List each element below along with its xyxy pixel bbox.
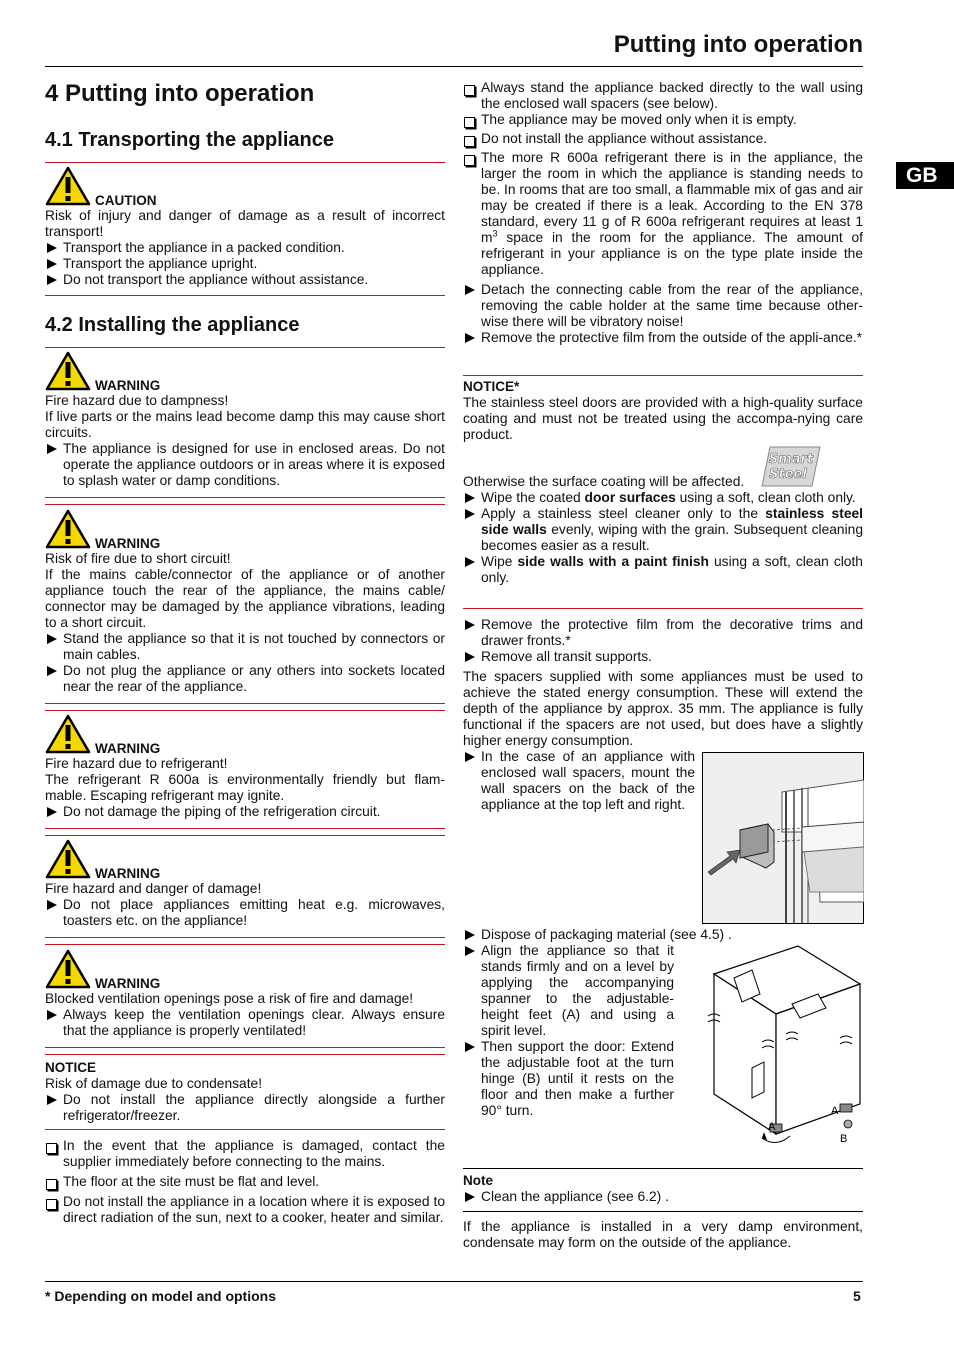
- header-rule: [45, 66, 863, 67]
- checklist-item: Do not install the appliance without assistance.: [463, 131, 863, 147]
- warning-box-short-circuit: [45, 509, 445, 695]
- spacers-text: The spacers supplied with some appliances must be used to achieve the stated energy consumption. These will extend the depth of the appliance by approx. 35 mm. The appliance is fully functional if the spacers are not used, but does have a slightly higher energy consumption.: [463, 669, 863, 748]
- warning-triangle-icon: [45, 351, 91, 391]
- note-box: [463, 1173, 863, 1205]
- list-item: Do not place appliances emitting heat e.g. microwaves, toasters etc. on the appliance!: [45, 897, 445, 929]
- list-item: Remove the protective film from the decorative trims and drawer fronts.*: [463, 617, 863, 649]
- chapter-title: 4 Putting into operation: [45, 80, 315, 107]
- checklist-item: In the event that the appliance is damaged, contact the supplier immediately before connecting to the mains.: [45, 1138, 445, 1170]
- adjustable-feet-figure: [700, 944, 864, 1150]
- warning-triangle-icon: [45, 839, 91, 879]
- foot-label-a-left: A: [768, 1121, 776, 1133]
- note-label: Note: [463, 1173, 493, 1188]
- list-item: Clean the appliance (see 6.2) .: [463, 1189, 863, 1205]
- logo-text-smart: Smart: [768, 452, 814, 467]
- notice-label: NOTICE: [45, 1060, 97, 1075]
- list-item: Wipe side walls with a paint finish using a soft, clean cloth only.: [463, 554, 863, 586]
- list-item: The appliance is designed for use in enclosed areas. Do not operate the appliance outdoors or in areas where it is exposed to splash water or damp conditions.: [45, 441, 445, 489]
- list-item: Do not damage the piping of the refrigeration circuit.: [45, 804, 445, 820]
- language-tab: GB: [896, 162, 954, 189]
- notice-text: The stainless steel doors are provided with a high-quality surface coating and must not be treated using the accompa-nying care product.: [463, 395, 863, 442]
- list-item: Always keep the ventilation openings clear. Always ensure that the appliance is properly ventilated!: [45, 1007, 445, 1039]
- list-item: Transport the appliance in a packed condition.: [45, 240, 445, 256]
- list-item: Do not install the appliance directly alongside a further refrigerator/freezer.: [45, 1092, 445, 1124]
- red-rule: [45, 1047, 445, 1048]
- section-4-2-title: 4.2 Installing the appliance: [45, 314, 300, 336]
- foot-label-a-right: A: [831, 1105, 839, 1117]
- notice-box-stainless: [463, 379, 863, 443]
- red-rule: [45, 295, 445, 296]
- list-item: Align the appliance so that it stands firmly and on a level by applying the accompanying spanner to the adjustable-height feet (A) and using a spirit level.: [463, 943, 674, 1039]
- warning-label: WARNING: [95, 536, 161, 551]
- caution-box: [45, 166, 445, 288]
- warning-label: WARNING: [95, 741, 161, 756]
- list-item: Then support the door: Extend the adjustable foot at the turn hinge (B) until it rests on the floor and then make a further 90° turn.: [463, 1039, 674, 1119]
- logo-text-steel: Steel: [769, 467, 807, 482]
- warning-headline: Risk of fire due to short circuit!: [45, 551, 231, 566]
- list-item: Do not transport the appliance without assistance.: [45, 272, 445, 288]
- list-item: Dispose of packaging material (see 4.5) .: [463, 927, 863, 943]
- footer-note: * Depending on model and options: [45, 1288, 276, 1304]
- running-header-title: Putting into operation: [613, 31, 863, 58]
- warning-label: WARNING: [95, 378, 161, 393]
- warning-label: WARNING: [95, 976, 161, 991]
- damp-text: If the appliance is installed in a very damp environment, condensate may form on the outside of the appliance.: [463, 1219, 863, 1250]
- right-column-top: [463, 80, 863, 346]
- checklist-item: The floor at the site must be flat and level.: [45, 1174, 445, 1190]
- notice-label: NOTICE*: [463, 379, 520, 394]
- list-item: Apply a stainless steel cleaner only to the stainless steel side walls evenly, wiping with the grain. Subsequent cleaning becomes easier as a result.: [463, 506, 863, 554]
- warning-headline: Fire hazard and danger of damage!: [45, 881, 262, 896]
- red-rule: [45, 504, 445, 505]
- red-rule: [463, 608, 863, 609]
- red-rule: [45, 1054, 445, 1055]
- warning-headline: Blocked ventilation openings pose a risk of fire and damage!: [45, 991, 414, 1006]
- list-item: Stand the appliance so that it is not touched by connectors or main cables.: [45, 631, 445, 663]
- caution-label: CAUTION: [95, 193, 157, 208]
- stainless-care: [463, 474, 863, 586]
- footer-rule: [45, 1281, 863, 1282]
- align-instructions: [463, 943, 674, 1119]
- red-rule: [45, 944, 445, 945]
- warning-triangle-icon: [45, 714, 91, 754]
- hinge-label-b: B: [840, 1133, 848, 1145]
- checklist-item: Do not install the appliance in a location where it is exposed to direct radiation of the sun, next to a cooker, heater and similar.: [45, 1194, 445, 1226]
- notice-headline: Risk of damage due to condensate!: [45, 1076, 263, 1091]
- warning-headline: Fire hazard due to dampness!: [45, 393, 229, 408]
- warning-box-heat: [45, 839, 445, 929]
- red-rule: [45, 162, 445, 163]
- warning-box-ventilation: [45, 949, 445, 1039]
- list-item: Remove the protective film from the outside of the appli-ance.*: [463, 330, 863, 346]
- right-column-middle: [463, 617, 863, 749]
- list-item: In the case of an appliance with enclosed wall spacers, mount the wall spacers on the back of the appliance at the top left and right.: [463, 749, 695, 813]
- checklist-item-refrigerant: The more R 600a refrigerant there is in the appliance, the larger the room in which the appliance is standing needs to be. In rooms that are too small, a flammable mix of gas and air may be created if there is a leak. According to the EN 378 standard, every 11 g of R 600a refrigerant requires at least 1 $m^3$ space in the room for the appliance. The amount of refrigerant in your appliance is on the type plate inside the appliance.: [463, 150, 863, 278]
- checklist-item: Always stand the appliance backed directly to the wall using the enclosed wall spacers (see below).: [463, 80, 863, 112]
- dispose-instruction: [463, 927, 863, 943]
- spacer-instruction: [463, 749, 695, 813]
- red-rule: [45, 703, 445, 704]
- red-rule: [45, 835, 445, 836]
- warning-text: The refrigerant R 600a is environmentally friendly but flam-mable. Escaping refrigerant may ignite.: [45, 772, 445, 803]
- wall-spacer-figure: [702, 752, 864, 924]
- red-rule: [45, 497, 445, 498]
- checklist-item: The appliance may be moved only when it is empty.: [463, 112, 863, 128]
- note-rule: [463, 1168, 863, 1169]
- red-rule: [463, 375, 863, 376]
- red-rule: [45, 937, 445, 938]
- red-rule: [45, 710, 445, 711]
- warning-box-dampness: [45, 351, 445, 489]
- notice-box-condensate: [45, 1060, 445, 1124]
- checklist-left: [45, 1138, 445, 1226]
- list-item: Do not plug the appliance or any others into sockets located near the rear of the appliance.: [45, 663, 445, 695]
- warning-text: If the mains cable/connector of the appliance or of another appliance touch the rear of the appliance, the mains cable/ connector may be damaged by the appliance vibrations, leading to a short circuit.: [45, 567, 445, 630]
- page-number: 5: [853, 1288, 861, 1304]
- list-item: Remove all transit supports.: [463, 649, 863, 665]
- note-rule: [463, 1211, 863, 1212]
- list-item: Detach the connecting cable from the rear of the appliance, removing the cable holder at the same time because other-wise there will be vibratory noise!: [463, 282, 863, 330]
- caution-text: Risk of injury and danger of damage as a result of incorrect transport!: [45, 208, 445, 239]
- warning-triangle-icon: [45, 949, 91, 989]
- section-4-1-title: 4.1 Transporting the appliance: [45, 129, 334, 151]
- warning-box-refrigerant: [45, 714, 445, 820]
- affected-text: Otherwise the surface coating will be affected.: [463, 474, 745, 489]
- red-rule: [45, 347, 445, 348]
- warning-triangle-icon: [45, 509, 91, 549]
- warning-headline: Fire hazard due to refrigerant!: [45, 756, 228, 771]
- red-rule: [45, 1129, 445, 1130]
- warning-text: If live parts or the mains lead become damp this may cause short circuits.: [45, 409, 445, 440]
- warning-triangle-icon: [45, 166, 91, 206]
- warning-label: WARNING: [95, 866, 161, 881]
- red-rule: [45, 828, 445, 829]
- list-item: Wipe the coated door surfaces using a soft, clean cloth only.: [463, 490, 863, 506]
- list-item: Transport the appliance upright.: [45, 256, 445, 272]
